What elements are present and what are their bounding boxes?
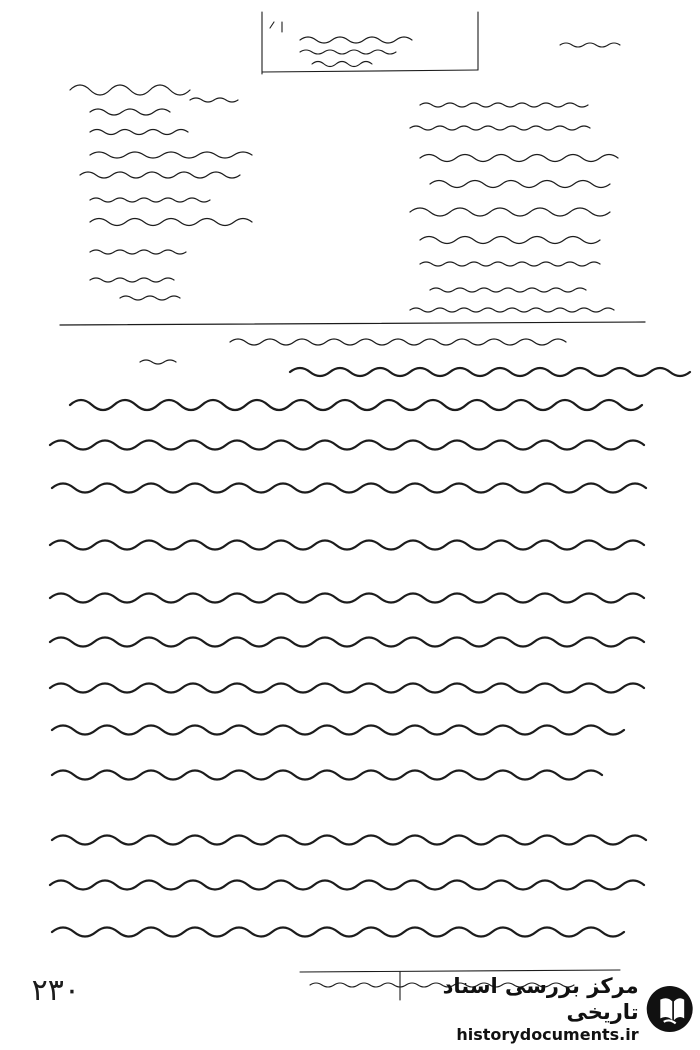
letter-body	[50, 368, 690, 937]
folio-number: ۲۳۰	[31, 973, 80, 1008]
watermark-text	[404, 973, 639, 1045]
reference-line	[60, 322, 645, 364]
watermark-name: مرکز بررسی اسناد تاریخی	[442, 974, 639, 1024]
upper-right-block	[410, 103, 618, 312]
header-stamp	[262, 12, 620, 74]
archive-watermark	[404, 976, 694, 1042]
book-pages-icon	[645, 980, 694, 1038]
upper-left-block	[70, 85, 252, 300]
watermark-url: historydocuments.ir	[456, 1025, 639, 1044]
